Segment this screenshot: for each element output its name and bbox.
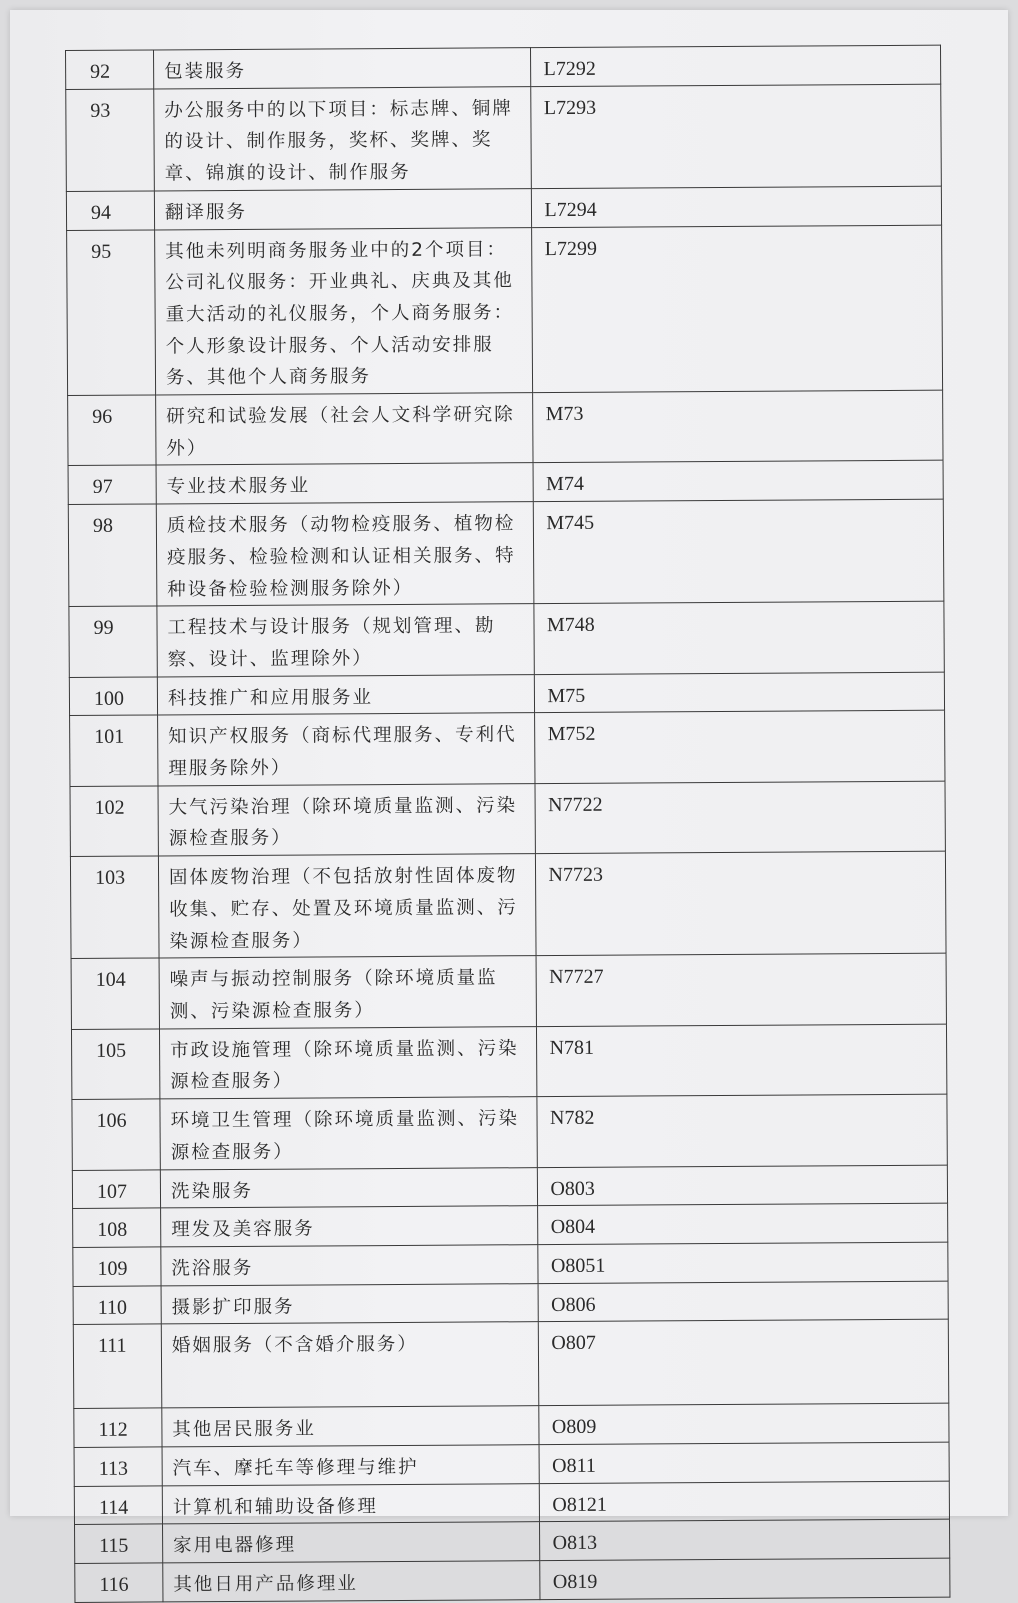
table-row [70, 781, 945, 857]
row-number: 101 [70, 715, 158, 786]
row-number: 111 [73, 1324, 161, 1409]
industry-code: N7723 [536, 851, 946, 956]
service-name: 科技推广和应用服务业 [157, 674, 535, 715]
industry-code: O807 [539, 1319, 949, 1406]
service-name: 其他日用产品修理业 [163, 1561, 541, 1602]
service-name: 洗浴服务 [161, 1245, 539, 1286]
service-name: 工程技术与设计服务（规划管理、勘察、设计、监理除外） [157, 604, 535, 677]
industry-code: M748 [534, 601, 944, 674]
paper-page [10, 10, 1008, 1596]
service-name: 其他居民服务业 [162, 1406, 540, 1447]
service-name: 摄影扩印服务 [161, 1283, 539, 1324]
row-number: 98 [68, 504, 157, 607]
row-number: 113 [74, 1447, 162, 1486]
industry-code: L7299 [532, 225, 943, 393]
industry-code: N782 [537, 1094, 947, 1167]
industry-code: N781 [537, 1024, 947, 1097]
industry-code: M75 [535, 672, 945, 713]
industry-code: O806 [539, 1281, 949, 1322]
industry-code: M745 [534, 499, 944, 604]
service-name: 研究和试验发展（社会人文科学研究除外） [156, 393, 534, 466]
row-number: 102 [70, 786, 158, 857]
industry-code: O809 [539, 1403, 949, 1444]
service-name: 汽车、摩托车等修理与维护 [162, 1445, 540, 1486]
row-number: 93 [66, 89, 155, 192]
industry-code: L7293 [531, 84, 941, 189]
table-row [73, 1281, 948, 1325]
table-row [70, 710, 945, 786]
service-name: 其他未列明商务服务业中的2个项目：公司礼仪服务：开业典礼、庆典及其他重大活动的礼仪服务，个人商务服务：个人形象设计服务、个人活动安排服务、其他个人商务服务 [155, 227, 534, 395]
industry-code: M74 [534, 461, 944, 502]
table-row [71, 1024, 946, 1100]
table-row [73, 1319, 948, 1408]
table-row [67, 225, 943, 396]
row-number: 97 [68, 465, 156, 504]
service-name: 计算机和辅助设备修理 [162, 1483, 540, 1524]
row-number: 108 [73, 1208, 161, 1247]
row-number: 100 [69, 677, 157, 716]
table-row [75, 1558, 950, 1602]
row-number: 99 [69, 606, 157, 677]
service-name: 理发及美容服务 [161, 1206, 539, 1247]
industry-code: M73 [533, 390, 943, 463]
table-row [73, 1242, 948, 1286]
service-name: 包装服务 [153, 48, 531, 89]
table-row [69, 601, 944, 677]
table-row [68, 461, 943, 505]
row-number: 112 [74, 1408, 162, 1447]
row-number: 105 [71, 1029, 159, 1100]
table-row [70, 851, 946, 958]
industry-code: O819 [540, 1558, 950, 1599]
service-name: 大气污染治理（除环境质量监测、污染源检查服务） [158, 783, 536, 856]
industry-code: N7727 [537, 953, 947, 1026]
service-name: 婚姻服务（不含婚介服务） [161, 1322, 539, 1408]
row-number: 94 [66, 191, 154, 230]
industry-code: O811 [539, 1442, 949, 1483]
table-row [68, 390, 943, 466]
table-row [66, 84, 942, 191]
table-row [66, 45, 941, 89]
table-row [74, 1403, 949, 1447]
row-number: 109 [73, 1247, 161, 1286]
service-catalog-table [65, 45, 950, 1603]
industry-code: L7292 [531, 45, 941, 86]
table-row [72, 1094, 947, 1170]
table-row [69, 672, 944, 716]
service-name: 环境卫生管理（除环境质量监测、污染源检查服务） [160, 1097, 538, 1170]
row-number: 116 [75, 1563, 163, 1602]
industry-code: O8121 [540, 1481, 950, 1522]
industry-code: O813 [540, 1520, 950, 1561]
industry-code: O804 [538, 1203, 948, 1244]
service-name: 噪声与振动控制服务（除环境质量监测、污染源检查服务） [159, 956, 537, 1029]
row-number: 106 [72, 1099, 160, 1170]
table-row [72, 1165, 947, 1209]
table-row [66, 186, 941, 230]
row-number: 104 [71, 958, 159, 1029]
row-number: 107 [72, 1169, 160, 1208]
service-name: 家用电器修理 [162, 1522, 540, 1563]
table-row [74, 1442, 949, 1486]
industry-code: L7294 [532, 186, 942, 227]
service-name: 质检技术服务（动物检疫服务、植物检疫服务、检验检测和认证相关服务、特种设备检验检测服务除外） [156, 502, 534, 606]
service-name: 固体废物治理（不包括放射性固体废物收集、贮存、处置及环境质量监测、污染源检查服务） [158, 854, 536, 958]
service-name: 办公服务中的以下项目：标志牌、铜牌的设计、制作服务，奖杯、奖牌、奖章、锦旗的设计、制作服务 [154, 86, 532, 190]
row-number: 115 [75, 1524, 163, 1563]
industry-code: N7722 [535, 781, 945, 854]
row-number: 110 [73, 1286, 161, 1325]
row-number: 96 [68, 395, 156, 466]
service-name: 翻译服务 [154, 188, 532, 229]
row-number: 92 [66, 50, 154, 89]
row-number: 95 [67, 229, 156, 395]
table-row [75, 1520, 950, 1564]
table-row [74, 1481, 949, 1525]
table-row [73, 1203, 948, 1247]
industry-code: O803 [538, 1165, 948, 1206]
service-name: 市政设施管理（除环境质量监测、污染源检查服务） [159, 1026, 537, 1099]
service-name: 知识产权服务（商标代理服务、专利代理服务除外） [158, 713, 536, 786]
industry-code: O8051 [538, 1242, 948, 1283]
row-number: 103 [70, 856, 159, 959]
table-row [71, 953, 946, 1029]
row-number: 114 [74, 1486, 162, 1525]
table-row [68, 499, 944, 606]
industry-code: M752 [535, 710, 945, 783]
service-name: 专业技术服务业 [156, 463, 534, 504]
service-name: 洗染服务 [160, 1167, 538, 1208]
